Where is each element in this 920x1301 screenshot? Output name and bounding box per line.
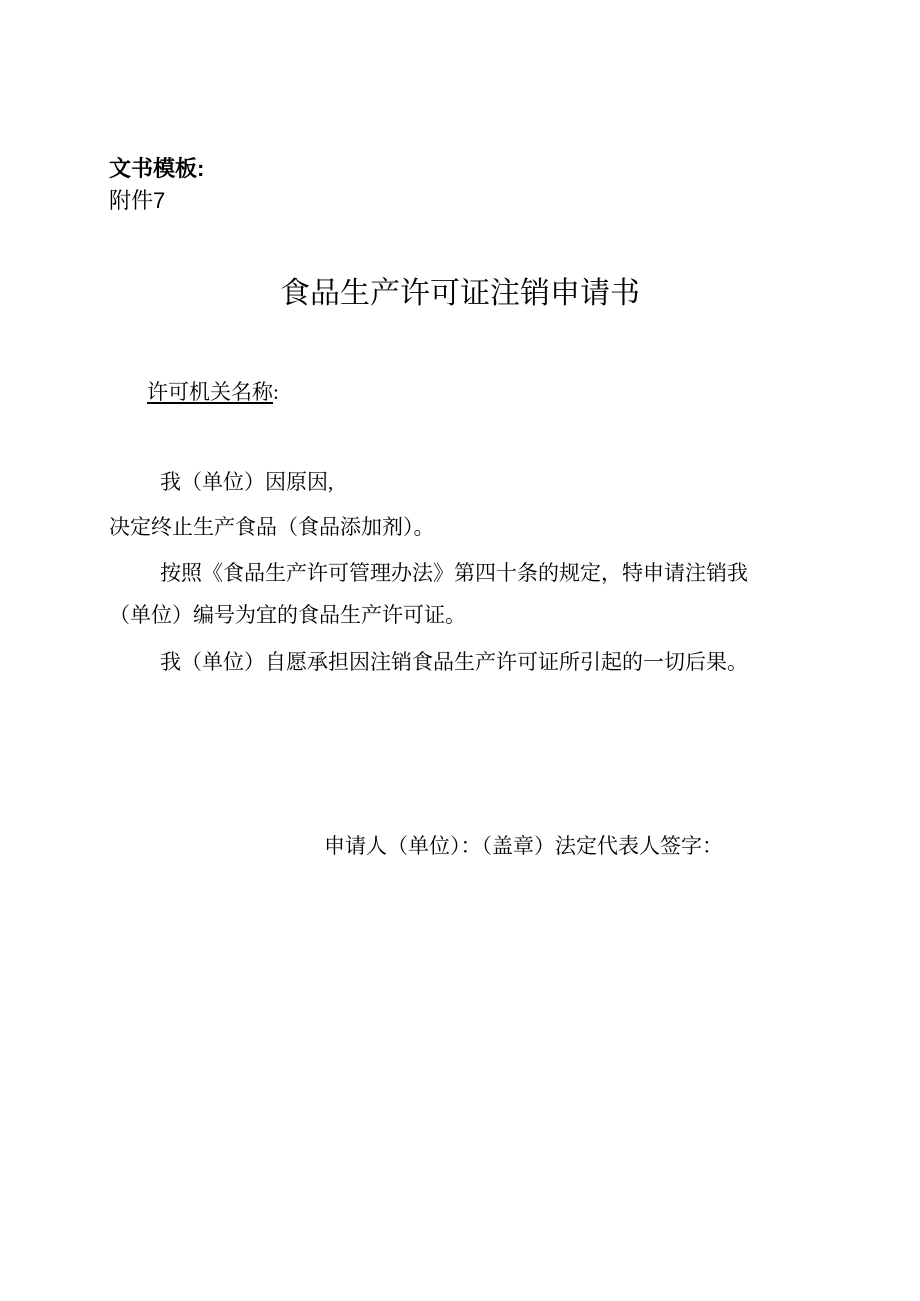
paragraph-consequences: 我（单位）自愿承担因注销食品生产许可证所引起的一切后果。 (160, 650, 748, 674)
paragraph-legal-basis-continued: （单位）编号为宜的食品生产许可证。 (109, 603, 466, 627)
paragraph-legal-basis: 按照《食品生产许可管理办法》第四十条的规定，特申请注销我 (160, 561, 748, 585)
licensing-authority-colon: : (273, 380, 279, 404)
licensing-authority-field (147, 378, 279, 406)
template-label: 文书模板: (109, 156, 205, 181)
paragraph-reason: 我（单位）因原因, (160, 470, 334, 494)
paragraph-termination: 决定终止生产食品（食品添加剂）。 (109, 515, 435, 539)
attachment-label: 附件7 (109, 188, 166, 213)
signature-line: 申请人（单位）：（盖章）法定代表人签字： (324, 834, 723, 858)
licensing-authority-label: 许可机关名称 (147, 380, 273, 404)
document-title: 食品生产许可证注销申请书 (280, 277, 640, 310)
